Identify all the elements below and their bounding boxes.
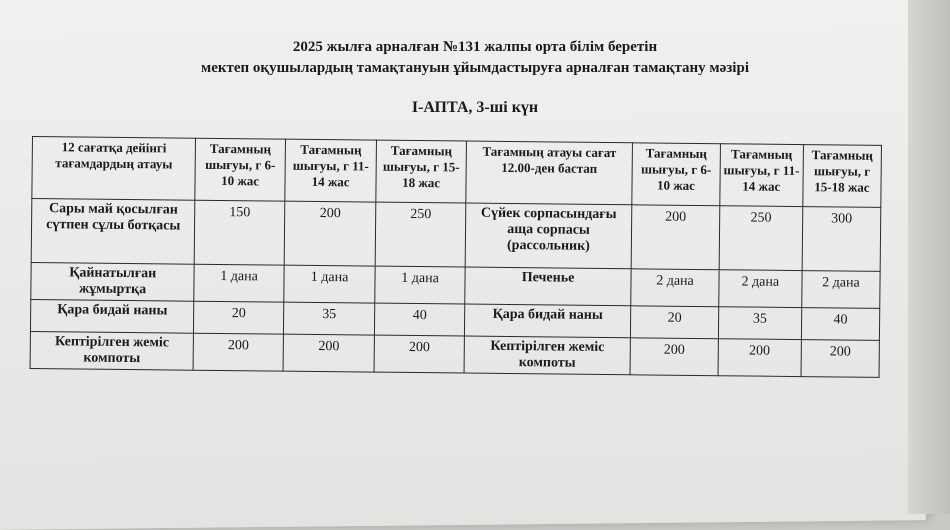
document-title-line-1: 2025 жылға арналған №131 жалпы орта білім беретін [292,39,658,55]
portion-cell: 40 [375,303,465,336]
header-cell: Тағамның атауы сағат 12.00-ден бастап [466,141,633,205]
portion-cell: 1 дана [375,266,465,304]
header-cell: Тағамның шығуы, г 15-18 жас [376,140,466,203]
dish-name-cell: Қайнатылған жұмыртқа [31,262,195,301]
dish-name-cell: Печенье [465,267,632,306]
portion-cell: 200 [630,338,718,376]
portion-cell: 250 [376,202,466,267]
portion-cell: 200 [718,339,802,377]
portion-cell: 200 [284,201,376,266]
week-day-heading: І-АПТА, 3-ші күн [411,99,539,116]
portion-cell: 2 дана [802,271,880,309]
portion-cell: 150 [195,200,285,265]
portion-cell: 2 дана [718,270,802,308]
portion-cell: 200 [283,334,375,372]
document-title-line-2: мектеп оқушылардың тамақтануын ұйымдастыруға арналған тамақтану мәзірі [201,60,749,76]
table-row [31,199,881,272]
header-cell: Тағамның шығуы, г 11-14 жас [719,144,803,207]
table-header-row [32,137,882,208]
dish-name-cell: Сары май қосылған сүтпен сұлы ботқасы [31,199,195,265]
dish-name-cell: Қара бидай наны [30,299,194,333]
dish-name-cell: Сүйек сорпасындағы аща сорпасы (рассольник) [465,203,632,269]
portion-cell: 2 дана [631,269,719,307]
portion-cell: 200 [193,333,283,371]
header-cell: Тағамның шығуы, г 11-14 жас [285,139,377,202]
dish-name-cell: Кептірілген жеміс компоты [30,331,194,370]
menu-table [30,136,882,378]
portion-cell: 35 [283,302,375,335]
portion-cell: 200 [374,335,464,373]
portion-cell: 200 [801,340,879,378]
portion-cell: 250 [719,206,803,271]
portion-cell: 40 [801,308,879,341]
header-cell: Тағамның шығуы, г 6-10 жас [195,138,285,201]
portion-cell: 35 [718,307,802,340]
dish-name-cell: Кептірілген жеміс компоты [464,336,631,375]
portion-cell: 20 [631,306,719,339]
dish-name-cell: Қара бидай наны [464,304,631,338]
header-cell: 12 сағатқа дейінгі тағамдардың атауы [32,137,196,201]
portion-cell: 1 дана [194,264,284,302]
header-cell: Тағамның шығуы, г 6-10 жас [632,143,720,206]
portion-cell: 300 [802,207,881,272]
header-cell: Тағамның шығуы, г 15-18 жас [803,145,882,208]
portion-cell: 1 дана [284,265,376,303]
portion-cell: 20 [194,301,284,334]
portion-cell: 200 [631,205,719,270]
